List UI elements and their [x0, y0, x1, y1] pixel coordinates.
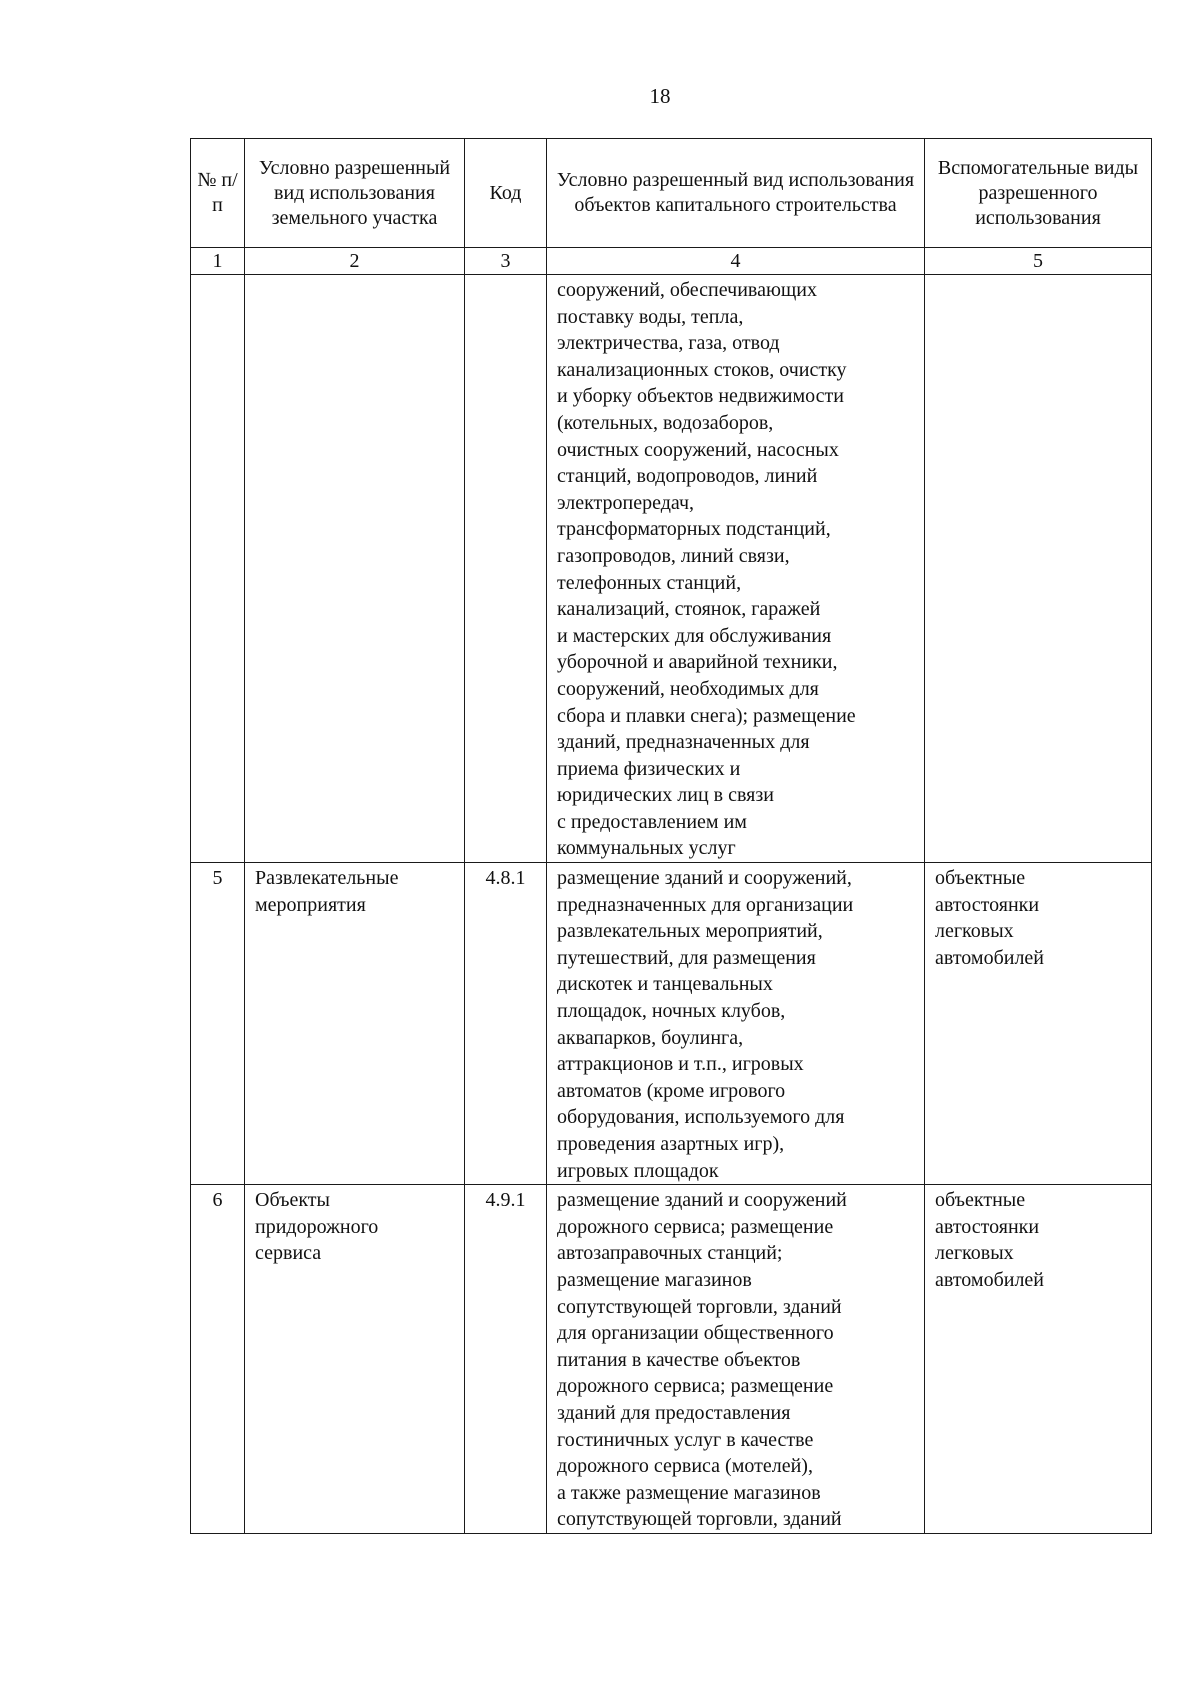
auxiliary-use	[925, 863, 1152, 1185]
text-line: сооружений, необходимых для	[557, 677, 819, 700]
text-line: путешествий, для размещения	[557, 946, 816, 969]
text-line: объектные	[935, 867, 1026, 890]
text-line: и мастерских для обслуживания	[557, 624, 832, 647]
text-line: юридических лиц в связи	[557, 784, 774, 807]
text-line: предназначенных для организации	[557, 893, 854, 916]
table-header-row	[191, 139, 1152, 248]
column-number: 4	[547, 248, 925, 275]
land-use-table	[190, 138, 1152, 1534]
text-line: оборудования, используемого для	[557, 1106, 845, 1129]
text-line: аквапарков, боулинга,	[557, 1026, 744, 1049]
header-code: Код	[465, 139, 547, 248]
text-line: приема физических и	[557, 757, 741, 780]
header-construction-use-type: Условно разрешенный вид использования объектов капитального строительства	[547, 139, 925, 248]
use-code	[465, 275, 547, 863]
text-line: размещение зданий и сооружений,	[557, 867, 852, 890]
text-line: трансформаторных подстанций,	[557, 518, 831, 541]
text-line: легковых	[935, 1242, 1014, 1265]
text-line: а также размещение магазинов	[557, 1481, 821, 1504]
column-number: 5	[925, 248, 1152, 275]
row-number	[191, 275, 245, 863]
text-line: электропередач,	[557, 491, 695, 514]
text-line: электричества, газа, отвод	[557, 332, 780, 355]
page-number: 18	[649, 84, 671, 108]
text-line: очистных сооружений, насосных	[557, 438, 839, 461]
column-number: 1	[191, 248, 245, 275]
text-line: проведения азартных игр),	[557, 1133, 785, 1155]
use-code: 4.8.1	[465, 863, 547, 1185]
text-line: сервиса	[255, 1242, 322, 1265]
column-number-row	[191, 248, 1152, 275]
table-row	[191, 275, 1152, 863]
text-line: дискотек и танцевальных	[557, 973, 773, 996]
text-line: с предоставлением им	[557, 810, 747, 833]
text-line: сопутствующей торговли, зданий	[557, 1295, 842, 1318]
text-line: поставку воды, тепла,	[557, 305, 744, 328]
text-line: автостоянки	[935, 1215, 1040, 1238]
text-line: автомобилей	[935, 946, 1045, 969]
text-line: канализационных стоков, очистку	[557, 358, 847, 381]
text-line: размещение магазинов	[557, 1268, 752, 1291]
text-line: зданий, предназначенных для	[557, 731, 810, 754]
auxiliary-use	[925, 1185, 1152, 1534]
row-number: 5	[191, 863, 245, 1185]
row-number: 6	[191, 1185, 245, 1534]
use-code: 4.9.1	[465, 1185, 547, 1534]
text-line: сбора и плавки снега); размещение	[557, 704, 856, 727]
text-line: игровых площадок	[557, 1159, 719, 1182]
text-line: автомобилей	[935, 1268, 1045, 1291]
text-line: коммунальных услуг	[557, 837, 736, 860]
text-line: развлекательных мероприятий,	[557, 920, 823, 943]
text-line: станций, водопроводов, линий	[557, 465, 818, 488]
text-line: сооружений, обеспечивающих	[557, 279, 817, 301]
text-line: гостиничных услуг в качестве	[557, 1428, 814, 1451]
text-line: (котельных, водозаборов,	[557, 411, 774, 434]
text-line: дорожного сервиса (мотелей),	[557, 1455, 813, 1478]
table-body	[191, 275, 1152, 1534]
text-line: дорожного сервиса; размещение	[557, 1215, 834, 1238]
text-line: Объекты	[255, 1189, 330, 1212]
text-line: размещение зданий и сооружений	[557, 1189, 847, 1212]
text-line: автоматов (кроме игрового	[557, 1079, 786, 1102]
text-line: зданий для предоставления	[557, 1401, 791, 1424]
table-row	[191, 1185, 1152, 1534]
text-line: площадок, ночных клубов,	[557, 1000, 786, 1023]
construction-use-description	[547, 863, 925, 1185]
construction-use-description	[547, 1185, 925, 1534]
text-line: придорожного	[255, 1215, 379, 1238]
text-line: телефонных станций,	[557, 571, 742, 594]
text-line: аттракционов и т.п., игровых	[557, 1053, 804, 1076]
text-line: автостоянки	[935, 893, 1040, 916]
land-use-type	[245, 863, 465, 1185]
header-auxiliary-use: Вспомогательные виды разрешенного использования	[925, 139, 1152, 248]
text-line: питания в качестве объектов	[557, 1348, 801, 1371]
land-use-type	[245, 275, 465, 863]
header-land-use-type: Условно разрешенный вид использования земельного участка	[245, 139, 465, 248]
column-number: 2	[245, 248, 465, 275]
text-line: сопутствующей торговли, зданий	[557, 1508, 842, 1531]
column-number: 3	[465, 248, 547, 275]
table-row	[191, 863, 1152, 1185]
text-line: для организации общественного	[557, 1322, 834, 1345]
text-line: мероприятия	[255, 893, 366, 916]
text-line: газопроводов, линий связи,	[557, 544, 790, 567]
text-line: Развлекательные	[255, 867, 399, 890]
text-line: дорожного сервиса; размещение	[557, 1375, 834, 1398]
construction-use-description	[547, 275, 925, 863]
text-line: канализаций, стоянок, гаражей	[557, 598, 821, 621]
text-line: уборочной и аварийной техники,	[557, 651, 838, 674]
text-line: легковых	[935, 920, 1014, 943]
text-line: автозаправочных станций;	[557, 1242, 783, 1265]
text-line: и уборку объектов недвижимости	[557, 385, 844, 408]
header-number: № п/п	[191, 139, 245, 248]
auxiliary-use	[925, 275, 1152, 863]
text-line: объектные	[935, 1189, 1026, 1212]
land-use-type	[245, 1185, 465, 1534]
